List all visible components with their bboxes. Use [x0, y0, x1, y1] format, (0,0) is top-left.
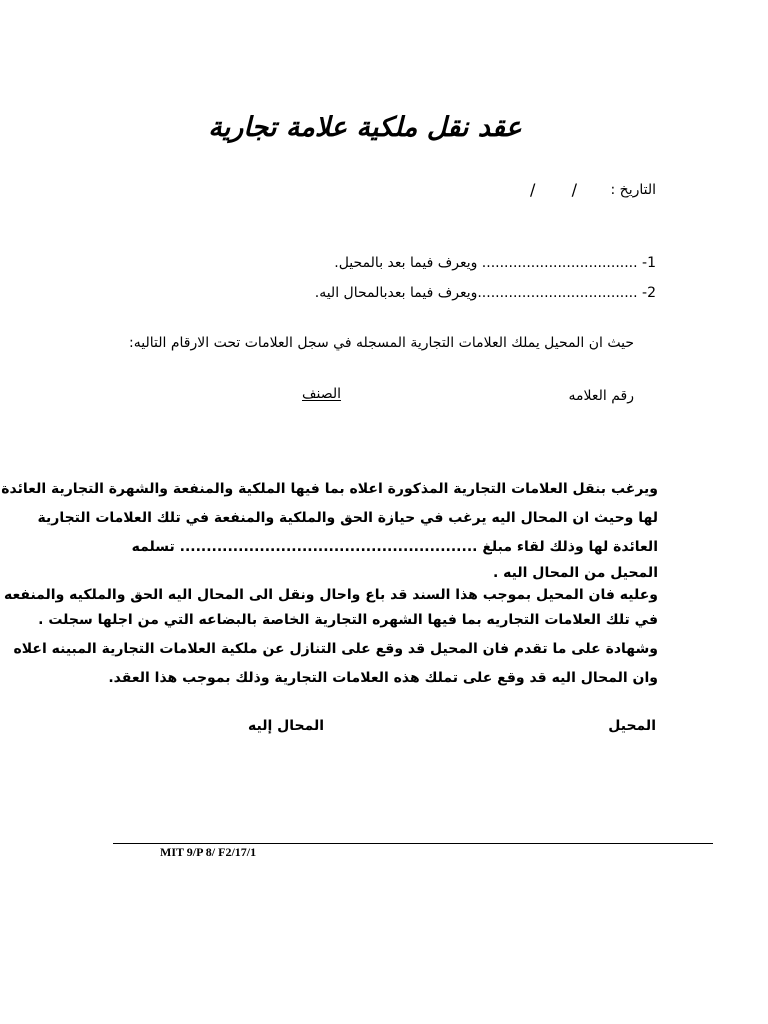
document-title: عقد نقل ملكية علامة تجارية [208, 112, 522, 143]
body-line: في تلك العلامات التجاريه بما فيها الشهره التجارية الخاصة بالبضاعه التي من اجلها سجلت . [38, 612, 658, 628]
mark-number-column-header: رقم العلامه [568, 388, 634, 404]
signature-transferor: المحيل [608, 718, 656, 734]
date-label: التاريخ : [610, 182, 656, 198]
whereas-clause: حيث ان المحيل يملك العلامات التجارية المسجله في سجل العلامات تحت الارقام التاليه: [129, 335, 634, 351]
date-slashes [530, 180, 577, 199]
body-line: وان المحال اليه قد وقع على تملك هذه العلامات التجارية وذلك بموجب هذا العقد. [108, 670, 658, 686]
date-slash: / [530, 180, 536, 199]
form-code: MIT 9/P 8/ F2/17/1 [160, 845, 257, 859]
body-line: لها وحيث ان المحال اليه يرغب في حيازة الحق والملكية والمنفعة في تلك العلامات التجارية [37, 510, 658, 526]
body-line: المحيل من المحال اليه . [492, 565, 658, 581]
signature-transferee: المحال إليه [248, 718, 325, 734]
class-column-label: الصنف [302, 386, 342, 402]
body-line: وشهادة على ما تقدم فان المحيل قد وقع على التنازل عن ملكية العلامات التجارية المبينه اعلاه [13, 641, 658, 657]
party-2-line: 2- ....................................ويعرف فيما بعدبالمحال اليه. [314, 285, 656, 301]
body-line: ويرغب بنقل العلامات التجارية المذكورة اعلاه بما فيها الملكية والمنفعة والشهرة التجارية العائدة [1, 481, 658, 497]
date-slash: / [571, 180, 577, 199]
contract-body [1, 475, 658, 693]
party-1-line: 1- ................................... ويعرف فيما بعد بالمحيل. [334, 255, 656, 271]
body-line: وعليه فان المحيل بموجب هذا السند قد باع واحال ونقل الى المحال اليه الحق والملكيه والمنفعه [3, 587, 658, 603]
body-line: العائدة لها وذلك لقاء مبلغ ........................................................ تسلمه [131, 539, 658, 555]
footer-divider [113, 843, 713, 844]
class-column-header [262, 384, 341, 404]
